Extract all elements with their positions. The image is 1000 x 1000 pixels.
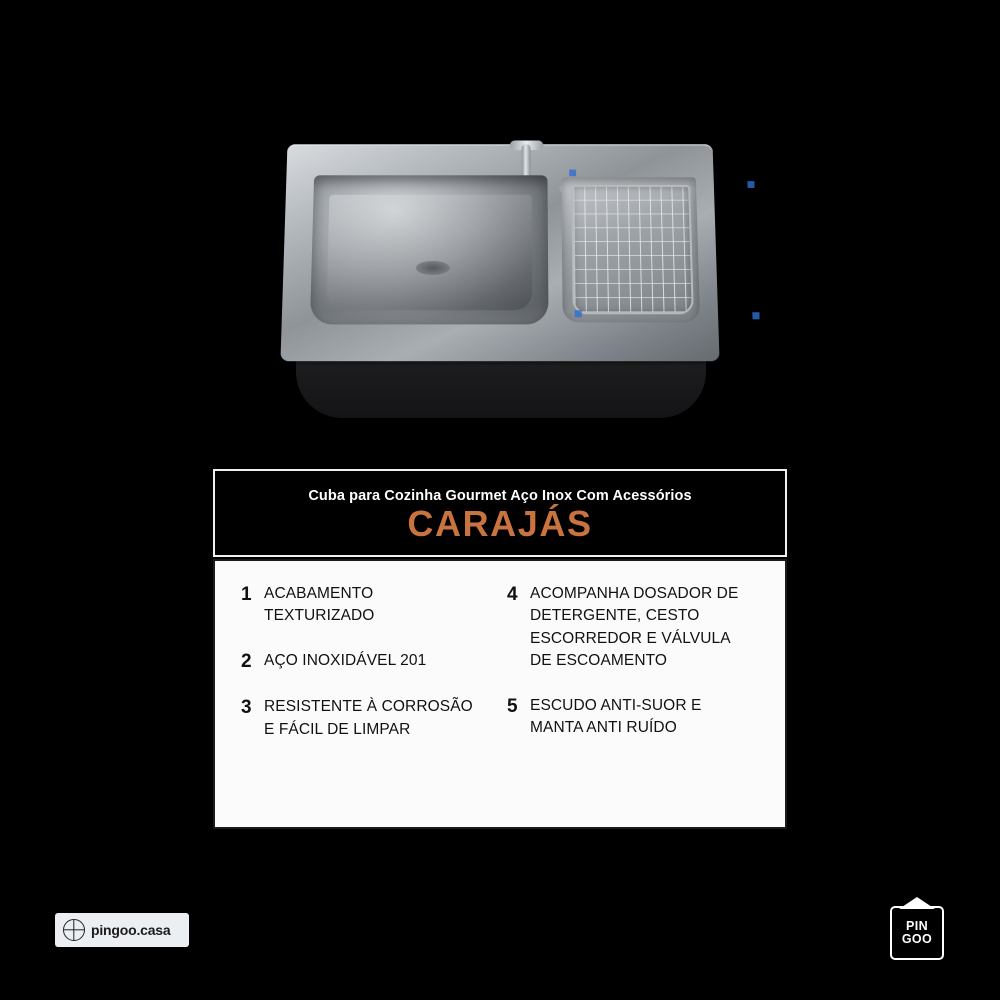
feature-number: 2 [241,650,252,672]
label-tag [575,310,582,317]
feature-number: 4 [507,584,518,605]
label-tag [747,181,754,188]
feature-text: ESCUDO ANTI-SUOR E MANTA ANTI RUÍDO [530,696,702,737]
logo-line-2: GOO [901,932,933,946]
sink-bowl [310,175,549,324]
feature-item [241,583,493,628]
sink-rim [280,144,719,361]
label-tag [752,312,759,319]
sink-bowl-inner [326,195,532,310]
feature-text: ACABAMENTO TEXTURIZADO [264,585,375,625]
drain-basket [571,185,694,314]
feature-number: 5 [507,695,518,717]
title-block [213,469,787,557]
logo-line-1: PIN [905,918,929,933]
feature-item [241,696,493,741]
drain-valve [416,261,450,275]
features-block [213,559,787,829]
feature-text: RESISTENTE À CORROSÃO E FÁCIL DE LIMPAR [264,698,473,738]
features-column-left [241,583,493,805]
feature-text: AÇO INOXIDÁVEL 201 [264,651,427,669]
label-tag [569,169,576,176]
house-icon [890,906,944,960]
feature-text: ACOMPANHA DOSADOR DE DETERGENTE, CESTO ESCORREDOR E VÁLVULA DE ESCOAMENTO [530,585,739,670]
features-column-right [493,583,759,805]
feature-item [507,583,759,673]
feature-number: 1 [241,584,252,605]
product-subtitle: Cuba para Cozinha Gourmet Aço Inox Com Acessórios [308,488,692,504]
site-badge-label: pingoo.casa [91,922,171,938]
feature-item [507,695,759,740]
product-image [240,120,760,450]
globe-icon [63,919,85,941]
site-badge[interactable] [55,913,189,947]
brand-logo [886,898,948,960]
feature-number: 3 [241,697,252,719]
feature-item [241,650,493,674]
brand-name: CARAJÁS [407,503,593,544]
